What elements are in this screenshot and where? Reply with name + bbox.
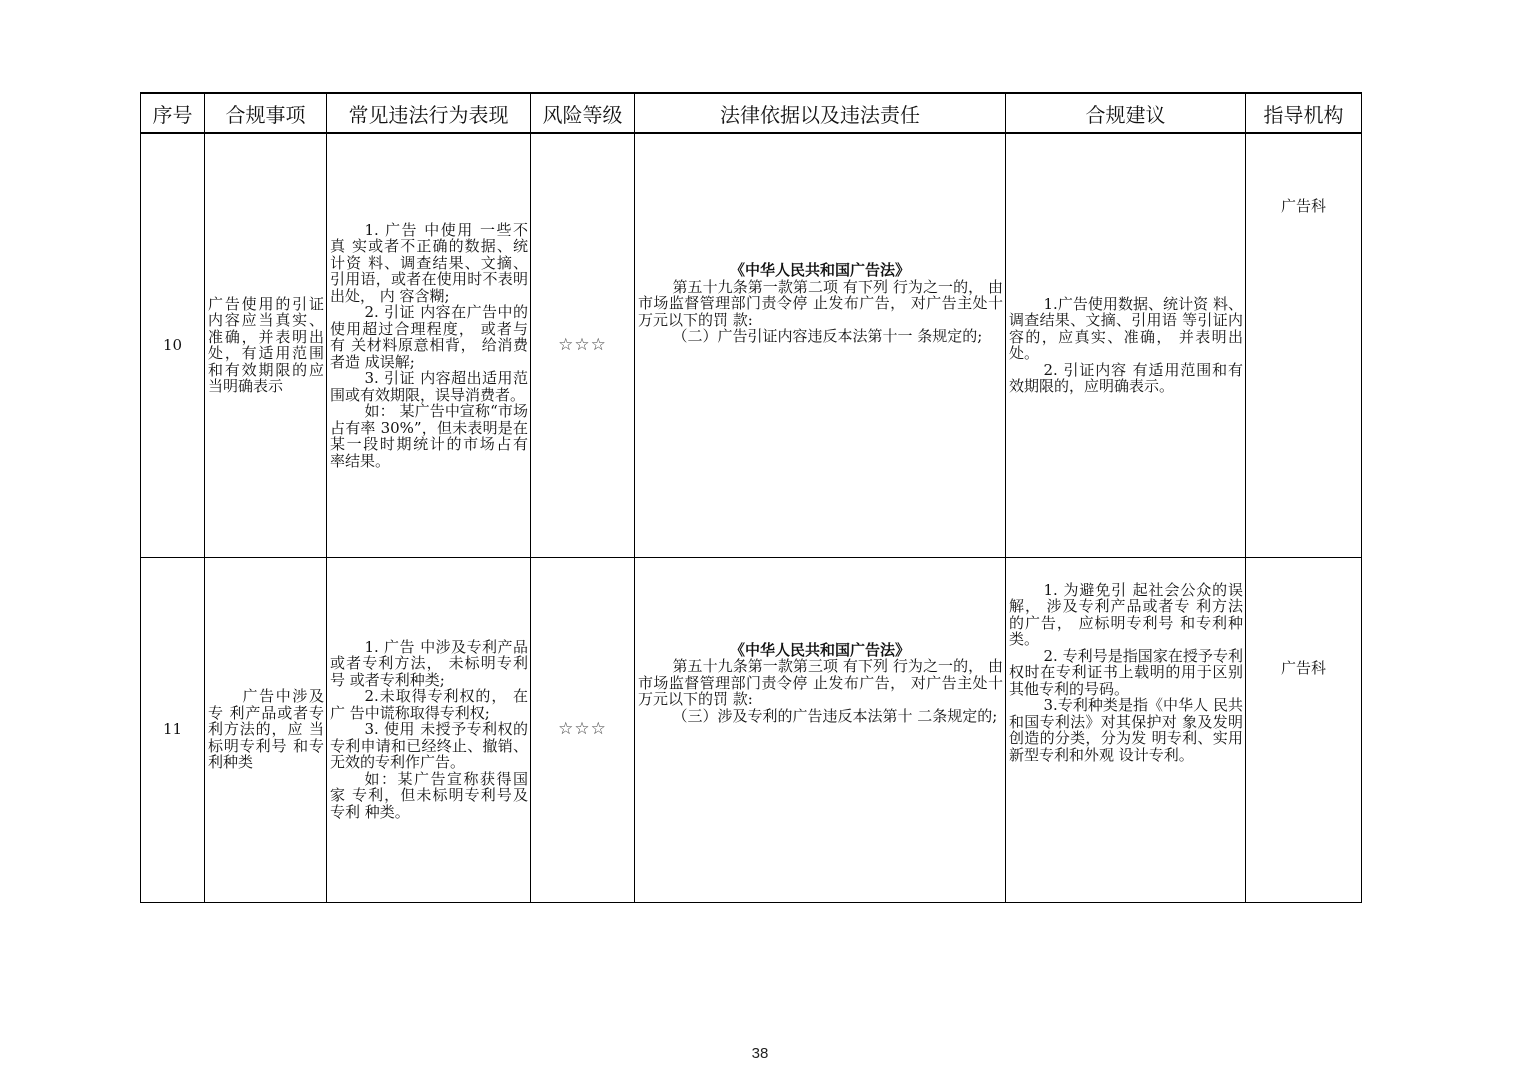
risk-stars: ☆☆☆ [558,335,607,355]
violations-cell [327,133,531,557]
agency-cell [1246,133,1362,557]
violation-text: 3. 使用 未授予专利权的 专利申请和已经终止、撤销、 无效的专利作广告。 [330,720,528,772]
violation-text: 3. 引证 内容超出适用范 围或有效期限，误导消费者。 [330,369,528,404]
advice-text: 3.专利种类是指《中华人 民共和国专利法》对其保护对 象及发明创造的分类，分为发 明专利、实用新型专利和外观 设计专利。 [1009,696,1243,764]
violation-example: 如： 某广告中宣称“市场 占有率 30%”，但未表明是在 某一段时期统计的市场占有 率结果。 [330,402,528,470]
law-cell [635,133,1006,557]
risk-cell [531,557,635,902]
header-agency: 指导机构 [1246,93,1362,133]
agency-text: 广告科 [1280,197,1326,215]
seq-cell: 11 [141,557,205,902]
advice-text: 2. 引证内容 有适用范围和有效期限的，应明确表示。 [1009,360,1243,396]
table-row [141,133,1362,557]
risk-cell [531,133,635,557]
law-title: 《中华人民共和国广告法》 [729,640,910,659]
page-number: 38 [751,1045,769,1062]
header-violations: 常见违法行为表现 [327,93,531,133]
seq-cell: 10 [141,133,205,557]
agency-text: 广告科 [1280,658,1326,677]
violation-text: 2. 引证 内容在广告中的 使用超过合理程度， 或者与有 关材料原意相背， 给消费者造 成误解; [330,303,528,371]
item-cell [205,557,327,902]
compliance-table [140,92,1362,903]
violation-example: 如：某广告宣称获得国家 专利，但未标明专利号及专利 种类。 [330,769,528,821]
law-cell [635,557,1006,902]
law-text: （三）涉及专利的广告违反本法第十 二条规定的; [672,706,998,725]
violations-cell [327,557,531,902]
law-text: 第五十九条第一款第二项 有下列 行为之一的， 由市场监督管理部门责令停 止发布广告， 对广告主处十万元以下的罚 款: [638,277,1003,329]
law-title: 《中华人民共和国广告法》 [729,261,910,279]
header-item: 合规事项 [205,93,327,133]
header-law: 法律依据以及违法责任 [635,93,1006,133]
table-header-row [141,93,1362,133]
item-cell [205,133,327,557]
violation-text: 2.未取得专利权的， 在广 告中谎称取得专利权; [330,687,528,722]
advice-text: 1.广告使用数据、统计资 料、调查结果、文摘、引用语 等引证内容的，应真实、准确， 并表明出处。 [1009,294,1243,363]
header-seq: 序号 [141,93,205,133]
violation-text: 1. 广告 中涉及专利产品 或者专利方法， 未标明专利号 或者专利种类; [330,637,528,689]
table-row [141,557,1362,902]
advice-cell [1006,133,1246,557]
item-text: 广告中涉及专 利产品或者专利方法的，应 当标明专利号 和专利种类 [208,687,324,772]
violation-text: 1. 广告 中使用 一些不真 实或者不正确的数据、统计资 料、调查结果、文摘、引用语，或者在使用时不表明出处， 内 容含糊; [330,220,528,305]
advice-text: 1. 为避免引 起社会公众的误解， 涉及专利产品或者专 利方法的广告， 应标明专利号 和专利种类。 [1009,580,1243,648]
advice-cell [1006,557,1246,902]
law-text: （二）广告引证内容违反本法第十一 条规定的; [672,327,983,345]
item-text: 广告使用的引证内容应当真实、准确，并表明出处，有适用范围和有效期限的应当明确表示 [208,294,324,396]
header-risk: 风险等级 [531,93,635,133]
law-text: 第五十九条第一款第三项 有下列 行为之一的， 由市场监督管理部门责令停 止发布广告， 对广告主处十万元以下的罚 款: [638,657,1003,708]
agency-cell [1246,557,1362,902]
risk-stars: ☆☆☆ [558,719,607,740]
header-advice: 合规建议 [1006,93,1246,133]
advice-text: 2. 专利号是指国家在授予专利权时在专利证书上载明的用于区别其他专利的号码。 [1009,646,1243,698]
